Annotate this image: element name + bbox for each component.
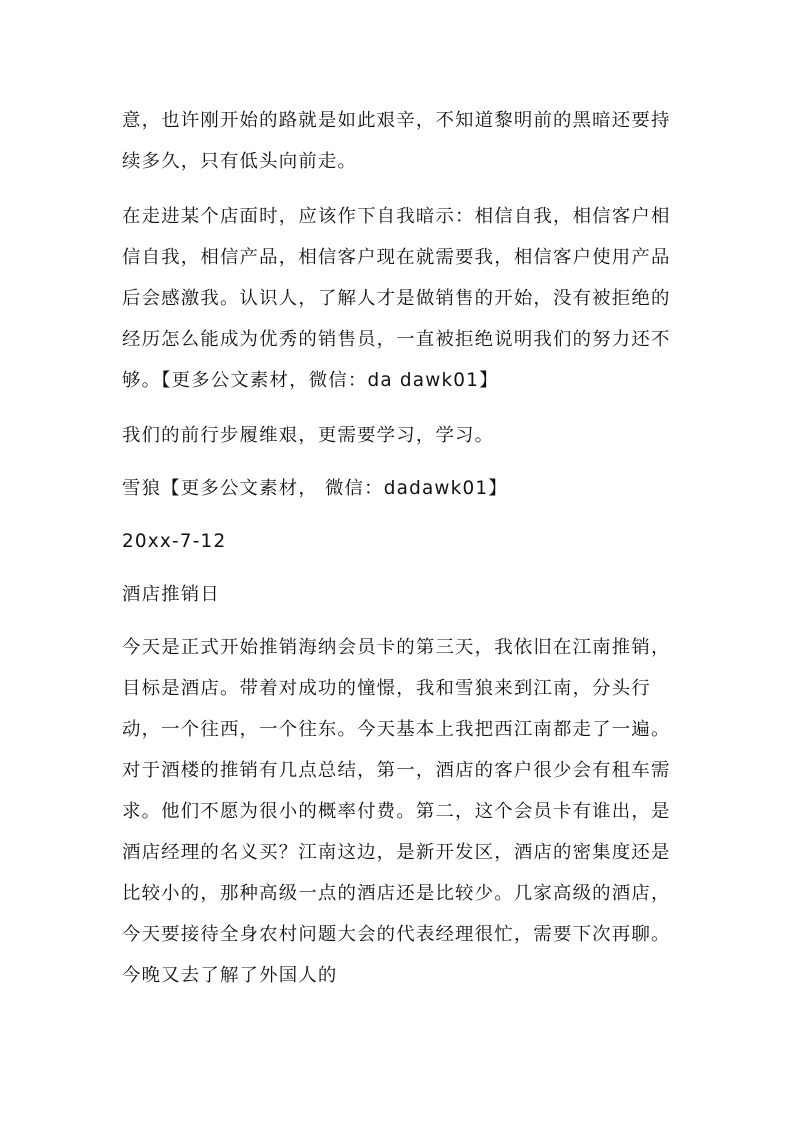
document-body <box>122 100 678 1010</box>
section-title: 酒店推销日 <box>122 584 220 605</box>
paragraph-hotel-report: 今天是正式开始推销海纳会员卡的第三天，我依旧在江南推销，目标是酒店。带着对成功的憧憬，我和雪狼来到江南，分头行动，一个往西，一个往东。今天基本上我把西江南都走了一遍。对于酒楼的推销有几点总结，第一，酒店的客户很少会有租车需求。他们不愿为很小的概率付费。第二，这个会员卡有谁出，是酒店经理的名义买？江南这边，是新开发区，酒店的密集度还是比较小的，那种高级一点的酒店还是比较少。几家高级的酒店，今天要接待全身农村问题大会的代表经理很忙，需要下次再聊。今晚又去了解了外国人的 <box>122 637 671 986</box>
date-line: 20xx-7-12 <box>122 531 227 552</box>
paragraph-self-suggestion: 在走进某个店面时，应该作下自我暗示：相信自我，相信客户相信自我，相信产品，相信客户现在就需要我，相信客户使用产品后会感激我。认识人，了解人才是做销售的开始，没有被拒绝的经历怎么能成为优秀的销售员，一直被拒绝说明我们的努力还不够。【更多公文素材，微信：da dawk01】 <box>122 206 671 391</box>
paragraph-learning: 我们的前行步履维艰，更需要学习，学习。 <box>122 425 495 446</box>
signature-line: 雪狼【更多公文素材， 微信：dadawk01】 <box>122 478 508 499</box>
paragraph-continuation: 意，也许刚开始的路就是如此艰辛，不知道黎明前的黑暗还要持续多久，只有低头向前走。 <box>122 110 671 172</box>
